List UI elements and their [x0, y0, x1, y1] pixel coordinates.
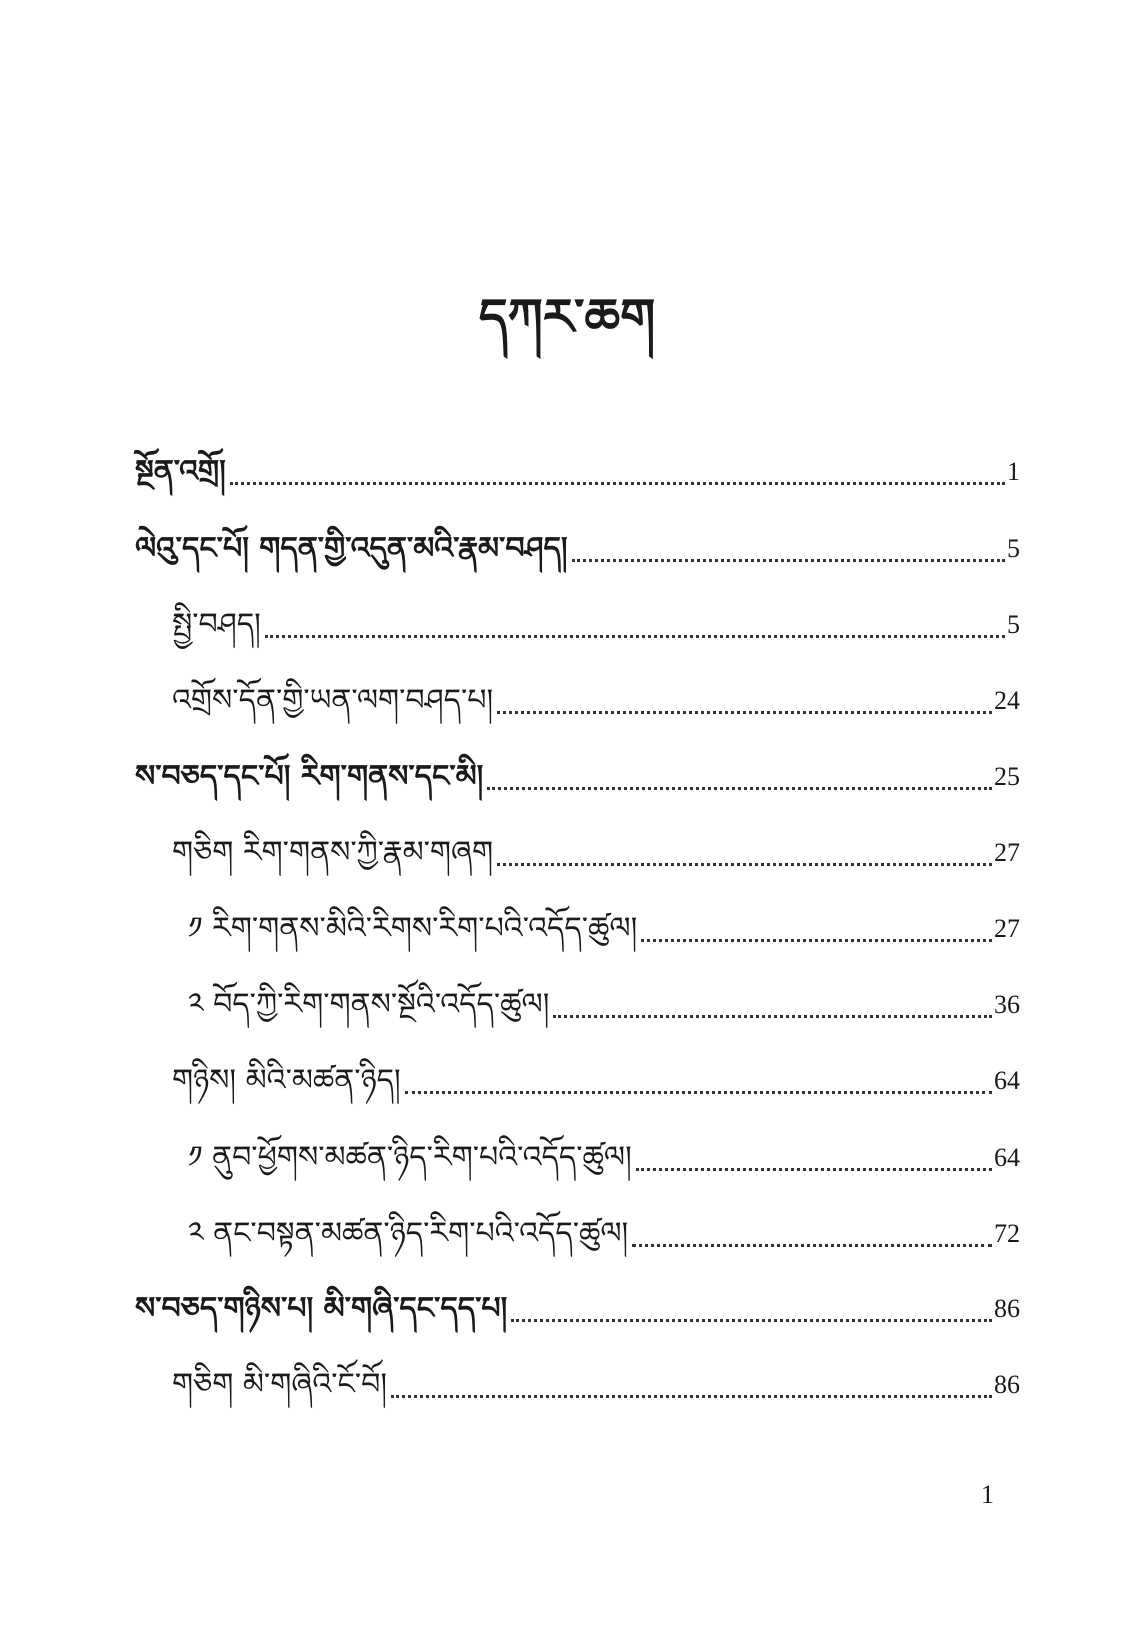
toc-entry[interactable]	[135, 1287, 1020, 1331]
toc-entry[interactable]	[172, 603, 1020, 647]
toc-entry[interactable]	[188, 907, 1020, 951]
toc-entry-page: 24	[994, 686, 1020, 715]
toc-entry-page: 64	[994, 1066, 1020, 1095]
toc-leader-dots	[391, 1395, 992, 1398]
toc-entry-title: སྔོན་འགྲོ།	[135, 454, 226, 489]
toc-leader-dots	[487, 787, 992, 790]
toc-entry-title: སྤྱི་བཤད།	[172, 607, 261, 642]
toc-entry-title: གཅིག མི་གཞིའི་ངོ་བོ།	[172, 1367, 388, 1402]
toc-entry[interactable]	[135, 527, 1020, 571]
toc-entry-page: 86	[994, 1294, 1020, 1323]
toc-entry-page: 86	[994, 1370, 1020, 1399]
toc-entry[interactable]	[135, 450, 1020, 494]
toc-entry-page: 5	[1007, 610, 1020, 639]
toc-entry-title: གཅིག རིག་གནས་ཀྱི་རྣམ་གཞག	[172, 835, 494, 870]
page-number: 1	[981, 1480, 994, 1509]
toc-entry-title: ༡ ནུབ་ཕྱོགས་མཚན་ཉིད་རིག་པའི་འདོད་ཚུལ།	[188, 1140, 632, 1175]
toc-entry-page: 1	[1007, 457, 1020, 486]
toc-entry-title: ས་བཅད་དང་པོ། རིག་གནས་དང་མི།	[135, 759, 484, 794]
toc-leader-dots	[497, 863, 992, 866]
toc-entry-title: ས་བཅད་གཉིས་པ། མི་གཞི་དང་དད་པ།	[135, 1291, 508, 1326]
toc-entry-title: ལེའུ་དང་པོ། གདན་གྱི་འདུན་མའི་རྣམ་བཤད།	[135, 531, 568, 566]
toc-entry[interactable]	[172, 1059, 1020, 1103]
toc-entry[interactable]	[188, 1212, 1020, 1256]
toc-leader-dots	[265, 635, 1005, 638]
toc-entry-title: ༢ ནང་བསྟན་མཚན་ཉིད་རིག་པའི་འདོད་ཚུལ།	[188, 1216, 629, 1251]
toc-leader-dots	[405, 1091, 992, 1094]
toc-entry[interactable]	[172, 1363, 1020, 1407]
toc-entry-page: 27	[994, 914, 1020, 943]
toc-entry-title: ༢ བོད་ཀྱི་རིག་གནས་སྔོའི་འདོད་ཚུལ།	[188, 987, 550, 1022]
toc-leader-dots	[636, 1168, 992, 1171]
toc-entry-page: 25	[994, 762, 1020, 791]
toc-entry[interactable]	[172, 679, 1020, 723]
toc-leader-dots	[497, 711, 992, 714]
toc-entry-page: 72	[994, 1219, 1020, 1248]
page-title: དཀར་ཆག	[478, 288, 656, 346]
toc-entry[interactable]	[172, 831, 1020, 875]
toc-leader-dots	[511, 1319, 992, 1322]
toc-entry[interactable]	[188, 983, 1020, 1027]
toc-leader-dots	[641, 939, 992, 942]
toc-leader-dots	[572, 559, 1005, 562]
toc-entry-page: 36	[994, 990, 1020, 1019]
toc-entry-title: གཉིས། མིའི་མཚན་ཉིད།	[172, 1063, 401, 1098]
toc-entry[interactable]	[135, 755, 1020, 799]
toc-entry-page: 27	[994, 838, 1020, 867]
toc-entry-title: ༡ རིག་གནས་མིའི་རིགས་རིག་པའི་འདོད་ཚུལ།	[188, 911, 638, 946]
toc-leader-dots	[632, 1244, 992, 1247]
toc-entry-title: འགྲོས་དོན་གྱི་ཡན་ལག་བཤད་པ།	[172, 683, 494, 718]
toc-leader-dots	[553, 1015, 992, 1018]
toc-leader-dots	[230, 482, 1005, 485]
toc-entry[interactable]	[188, 1136, 1020, 1180]
toc-entry-page: 64	[994, 1143, 1020, 1172]
toc-entry-page: 5	[1007, 534, 1020, 563]
